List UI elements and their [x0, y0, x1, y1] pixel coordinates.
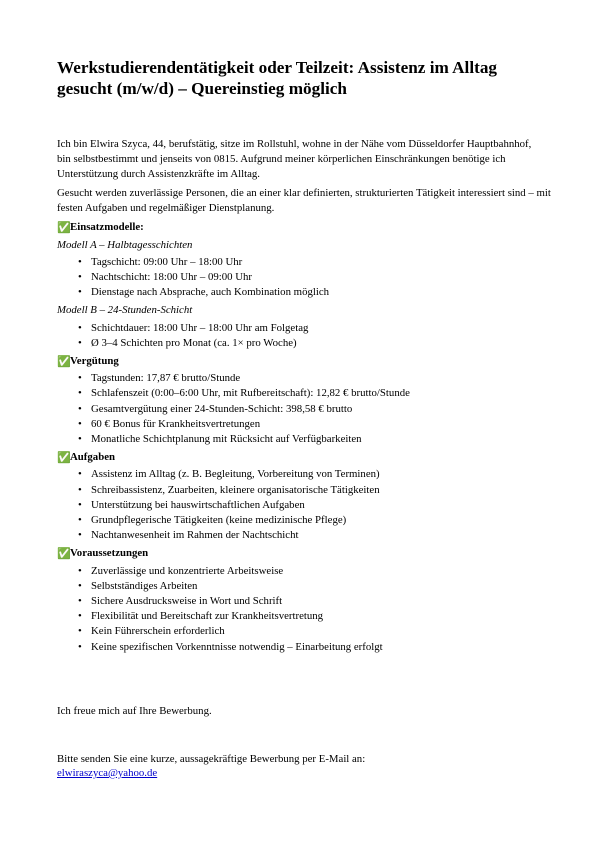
voraussetzungen-list: [57, 564, 557, 655]
list-item: • Tagschicht: 09:00 Uhr – 18:00 Uhr: [91, 255, 557, 270]
list-item: • Selbstständiges Arbeiten: [91, 579, 557, 594]
checkmark-icon: ✅: [57, 451, 71, 465]
section-heading-text: Einsatzmodelle:: [70, 221, 144, 234]
list-item: • 60 € Bonus für Krankheitsvertretungen: [91, 417, 557, 432]
list-item: • Keine spezifischen Vorkenntnisse notwendig – Einarbeitung erfolgt: [91, 640, 557, 655]
list-item: • Ø 3–4 Schichten pro Monat (ca. 1× pro Woche): [91, 336, 557, 351]
list-item: • Monatliche Schichtplanung mit Rücksicht auf Verfügbarkeiten: [91, 432, 557, 447]
checkmark-icon: ✅: [57, 355, 71, 369]
section-voraussetzungen-heading: [57, 546, 557, 561]
model-a-list: [57, 255, 557, 301]
document-body: [57, 186, 557, 658]
section-verguetung-heading: [57, 354, 557, 369]
list-item: • Grundpflegerische Tätigkeiten (keine medizinische Pflege): [91, 513, 557, 528]
model-b-list: [57, 321, 557, 351]
list-item: • Kein Führerschein erforderlich: [91, 624, 557, 639]
list-item: • Gesamtvergütung einer 24-Stunden-Schicht: 398,58 € brutto: [91, 402, 557, 417]
list-item: • Sichere Ausdrucksweise in Wort und Schrift: [91, 594, 557, 609]
contact-block: [57, 752, 365, 780]
model-b-heading: Modell B – 24-Stunden-Schicht: [57, 304, 193, 317]
aufgaben-list: [57, 467, 557, 543]
list-item: • Schichtdauer: 18:00 Uhr – 18:00 Uhr am Folgetag: [91, 321, 557, 336]
section-heading-text: Aufgaben: [70, 451, 115, 464]
list-item: • Assistenz im Alltag (z. B. Begleitung, Vorbereitung von Terminen): [91, 467, 557, 482]
checkmark-icon: ✅: [57, 547, 71, 561]
list-item: • Nachtanwesenheit im Rahmen der Nachtschicht: [91, 528, 557, 543]
checkmark-icon: ✅: [57, 221, 71, 235]
contact-text: Bitte senden Sie eine kurze, aussagekräftige Bewerbung per E-Mail an:: [57, 753, 366, 765]
section-heading-text: Voraussetzungen: [70, 547, 149, 560]
list-item: • Flexibilität und Bereitschaft zur Krankheitsvertretung: [91, 609, 557, 624]
list-item: • Tagstunden: 17,87 € brutto/Stunde: [91, 371, 557, 386]
list-item: • Dienstage nach Absprache, auch Kombination möglich: [91, 285, 557, 300]
list-item: • Schreibassistenz, Zuarbeiten, kleinere organisatorische Tätigkeiten: [91, 483, 557, 498]
search-paragraph: Gesucht werden zuverlässige Personen, die an einer klar definierten, strukturierten Tätigkeit interessiert sind – mit festen Aufgaben und regelmäßiger Dienstplanung.: [57, 187, 551, 215]
list-item: • Unterstützung bei hauswirtschaftlichen Aufgaben: [91, 498, 557, 513]
section-heading-text: Vergütung: [70, 355, 119, 368]
email-link[interactable]: elwiraszyca@yahoo.de: [57, 767, 158, 779]
list-item: • Schlafenszeit (0:00–6:00 Uhr, mit Rufbereitschaft): 12,82 € brutto/Stunde: [91, 386, 557, 401]
section-einsatzmodelle-heading: [57, 220, 557, 235]
closing-text: Ich freue mich auf Ihre Bewerbung.: [57, 705, 212, 717]
list-item: • Zuverlässige und konzentrierte Arbeitsweise: [91, 564, 557, 579]
list-item: • Nachtschicht: 18:00 Uhr – 09:00 Uhr: [91, 270, 557, 285]
intro-paragraph: Ich bin Elwira Szyca, 44, berufstätig, sitze im Rollstuhl, wohne in der Nähe vom Düsseldorfer Hauptbahnhof, bin selbstbestimmt und jenseits von 0815. Aufgrund meiner körperlichen Einschränkungen benötige ich Unterstützung durch Assistenzkräfte im Alltag.: [57, 138, 532, 181]
section-aufgaben-heading: [57, 450, 557, 465]
page-title: Werkstudierendentätigkeit oder Teilzeit: Assistenz im Alltag gesucht (m/w/d) – Quereinstieg möglich: [57, 58, 498, 98]
model-a-heading: Modell A – Halbtagesschichten: [57, 238, 193, 251]
verguetung-list: [57, 371, 557, 447]
